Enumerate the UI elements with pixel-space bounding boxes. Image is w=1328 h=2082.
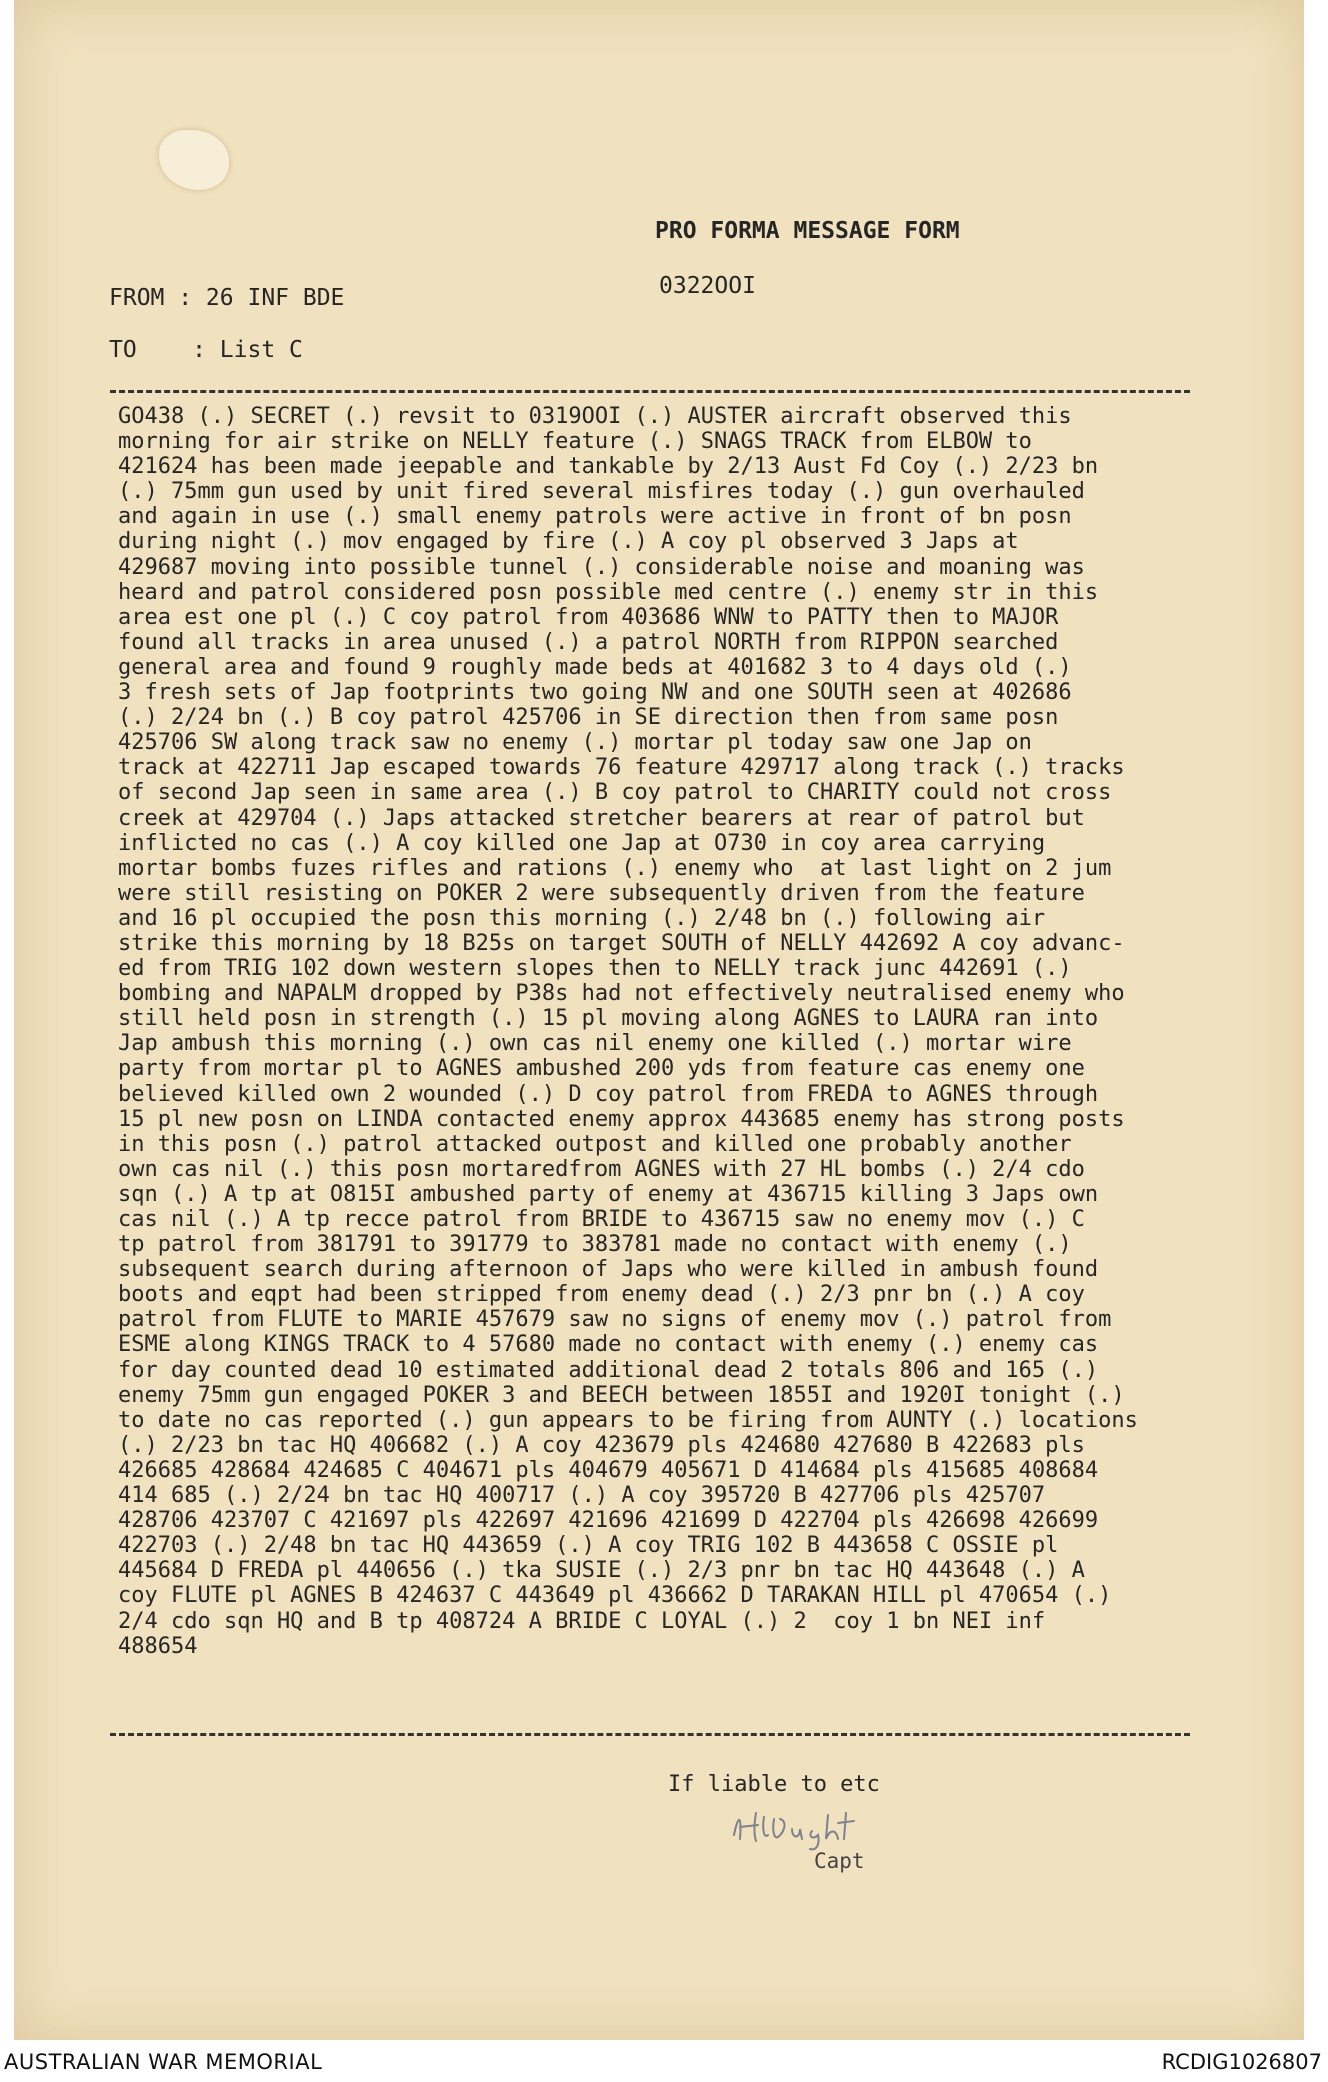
message-line: track at 422711 Jap escaped towards 76 feature 429717 along track (.) tracks	[118, 755, 1125, 781]
message-line: strike this morning by 18 B25s on target SOUTH of NELLY 442692 A coy advanc-	[118, 930, 1125, 956]
date-time-group: 0322OOI	[659, 273, 756, 299]
message-line: heard and patrol considered posn possible med centre (.) enemy str in this	[118, 579, 1099, 605]
message-line: 428706 423707 C 421697 pls 422697 421696 421699 D 422704 pls 426698 426699	[118, 1508, 1099, 1534]
message-line: to date no cas reported (.) gun appears to be firing from AUNTY (.) locations	[118, 1407, 1138, 1433]
message-line: area est one pl (.) C coy patrol from 403686 WNW to PATTY then to MAJOR	[118, 604, 1059, 630]
message-line: bombing and NAPALM dropped by P38s had not effectively neutralised enemy who	[118, 981, 1125, 1007]
message-body	[118, 404, 1248, 1659]
message-line: and again in use (.) small enemy patrols were active in front of bn posn	[118, 504, 1072, 530]
message-line: enemy 75mm gun engaged POKER 3 and BEECH between 1855I and 1920I tonight (.)	[118, 1382, 1125, 1408]
message-line: found all tracks in area unused (.) a patrol NORTH from RIPPON searched	[118, 629, 1059, 655]
record-reference: RCDIG1026807	[1161, 2050, 1322, 2074]
message-line: tp patrol from 381791 to 391779 to 383781 made no contact with enemy (.)	[118, 1232, 1072, 1258]
torn-corner-damage	[159, 130, 229, 190]
message-line: Jap ambush this morning (.) own cas nil enemy one killed (.) mortar wire	[118, 1031, 1072, 1057]
message-line: patrol from FLUTE to MARIE 457679 saw no signs of enemy mov (.) patrol from	[118, 1307, 1112, 1333]
dashed-rule-bottom	[110, 1733, 1190, 1736]
message-line: GO438 (.) SECRET (.) revsit to 0319OOI (.) AUSTER aircraft observed this	[118, 404, 1072, 429]
handwritten-signature	[728, 1805, 898, 1855]
institution-name: AUSTRALIAN WAR MEMORIAL	[4, 2050, 323, 2074]
message-line: 429687 moving into possible tunnel (.) considerable noise and moaning was	[118, 554, 1085, 580]
message-line: 15 pl new posn on LINDA contacted enemy approx 443685 enemy has strong posts	[118, 1106, 1125, 1132]
message-line: 422703 (.) 2/48 bn tac HQ 443659 (.) A coy TRIG 102 B 443658 C OSSIE pl	[118, 1533, 1059, 1559]
message-line: general area and found 9 roughly made beds at 401682 3 to 4 days old (.)	[118, 654, 1072, 680]
message-line: (.) 75mm gun used by unit fired several misfires today (.) gun overhauled	[118, 479, 1085, 505]
message-line: for day counted dead 10 estimated additional dead 2 totals 806 and 165 (.)	[118, 1357, 1099, 1383]
dashed-rule-top	[110, 390, 1190, 393]
message-line: subsequent search during afternoon of Japs who were killed in ambush found	[118, 1257, 1099, 1283]
message-line: sqn (.) A tp at O815I ambushed party of enemy at 436715 killing 3 Japs own	[118, 1181, 1099, 1207]
message-line: 488654	[118, 1633, 198, 1659]
message-line: party from mortar pl to AGNES ambushed 200 yds from feature cas enemy one	[118, 1056, 1085, 1082]
message-line: ESME along KINGS TRACK to 4 57680 made no contact with enemy (.) enemy cas	[118, 1332, 1099, 1358]
message-line: mortar bombs fuzes rifles and rations (.) enemy who at last light on 2 jum	[118, 855, 1112, 881]
liability-note: If liable to etc	[668, 1772, 880, 1797]
message-line: 425706 SW along track saw no enemy (.) mortar pl today saw one Jap on	[118, 730, 1032, 756]
message-line: ed from TRIG 102 down western slopes then to NELLY track junc 442691 (.)	[118, 956, 1072, 982]
message-line: (.) 2/24 bn (.) B coy patrol 425706 in SE direction then from same posn	[118, 705, 1059, 731]
from-line: FROM : 26 INF BDE	[109, 285, 345, 311]
message-line: 3 fresh sets of Jap footprints two going NW and one SOUTH seen at 402686	[118, 680, 1072, 706]
form-title: PRO FORMA MESSAGE FORM	[655, 218, 960, 244]
archive-footer	[0, 2040, 1328, 2082]
message-line: 2/4 cdo sqn HQ and B tp 408724 A BRIDE C LOYAL (.) 2 coy 1 bn NEI inf	[118, 1608, 1046, 1634]
message-line: in this posn (.) patrol attacked outpost and killed one probably another	[118, 1131, 1072, 1157]
message-line: coy FLUTE pl AGNES B 424637 C 443649 pl 436662 D TARAKAN HILL pl 470654 (.)	[118, 1583, 1112, 1609]
message-line: own cas nil (.) this posn mortaredfrom AGNES with 27 HL bombs (.) 2/4 cdo	[118, 1156, 1085, 1182]
to-line: TO : List C	[109, 337, 303, 363]
message-line: during night (.) mov engaged by fire (.) A coy pl observed 3 Japs at	[118, 529, 1019, 555]
message-line: 445684 D FREDA pl 440656 (.) tka SUSIE (.) 2/3 pnr bn tac HQ 443648 (.) A	[118, 1558, 1085, 1584]
message-line: of second Jap seen in same area (.) B coy patrol to CHARITY could not cross	[118, 780, 1112, 806]
signatory-rank: Capt	[814, 1849, 865, 1873]
message-line: 421624 has been made jeepable and tankable by 2/13 Aust Fd Coy (.) 2/23 bn	[118, 454, 1099, 480]
message-line: were still resisting on POKER 2 were subsequently driven from the feature	[118, 880, 1085, 906]
message-line: cas nil (.) A tp recce patrol from BRIDE to 436715 saw no enemy mov (.) C	[118, 1207, 1085, 1232]
message-line: creek at 429704 (.) Japs attacked stretcher bearers at rear of patrol but	[118, 805, 1085, 831]
message-line: still held posn in strength (.) 15 pl moving along AGNES to LAURA ran into	[118, 1006, 1099, 1032]
message-line: morning for air strike on NELLY feature (.) SNAGS TRACK from ELBOW to	[118, 429, 1032, 455]
message-line: and 16 pl occupied the posn this morning (.) 2/48 bn (.) following air	[118, 905, 1046, 931]
message-line: (.) 2/23 bn tac HQ 406682 (.) A coy 423679 pls 424680 427680 B 422683 pls	[118, 1432, 1085, 1458]
message-line: 414 685 (.) 2/24 bn tac HQ 400717 (.) A coy 395720 B 427706 pls 425707	[118, 1483, 1046, 1509]
message-line: inflicted no cas (.) A coy killed one Jap at O730 in coy area carrying	[118, 830, 1046, 856]
message-line: believed killed own 2 wounded (.) D coy patrol from FREDA to AGNES through	[118, 1081, 1099, 1107]
message-line: 426685 428684 424685 C 404671 pls 404679 405671 D 414684 pls 415685 408684	[118, 1457, 1099, 1483]
message-line: boots and eqpt had been stripped from enemy dead (.) 2/3 pnr bn (.) A coy	[118, 1282, 1085, 1308]
